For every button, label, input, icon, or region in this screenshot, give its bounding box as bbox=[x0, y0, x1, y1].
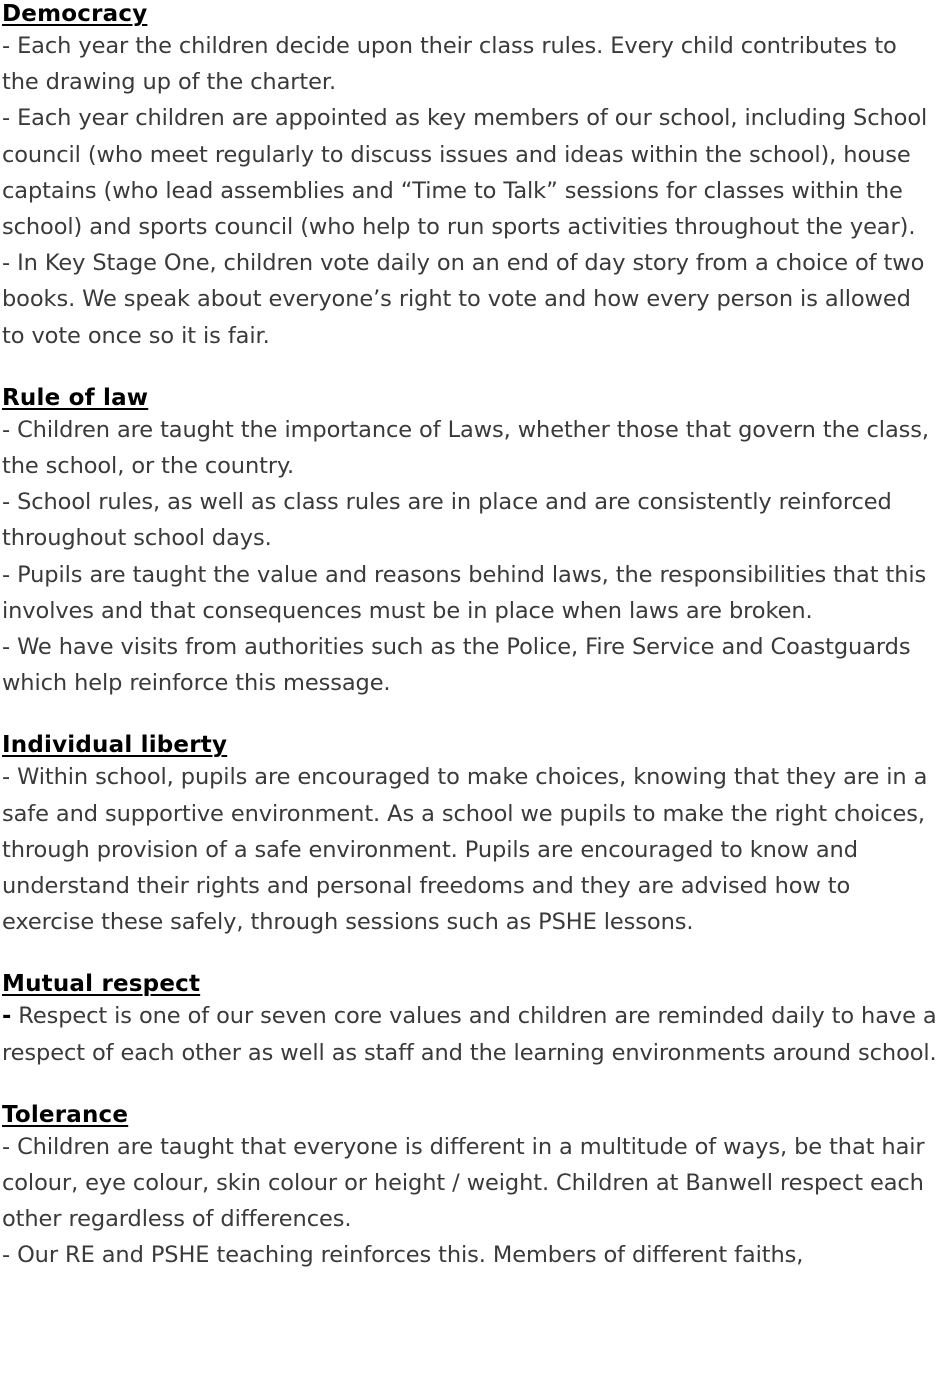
section-heading: Tolerance bbox=[2, 1101, 129, 1128]
bullet-dash: - bbox=[2, 1003, 12, 1030]
paragraph: - In Key Stage One, children vote daily on an end of day story from a choice of two books. We speak about everyone’s right to vote and how every person is allowed to vote once so it is fair. bbox=[2, 250, 925, 349]
document bbox=[2, 0, 937, 1274]
section-gap bbox=[2, 1071, 937, 1101]
paragraph: - Children are taught the importance of Laws, whether those that govern the class, the school, or the country. bbox=[2, 416, 929, 480]
paragraph: - Children are taught that everyone is different in a multitude of ways, be that hair colour, eye colour, skin colour or height / weight. Children at Banwell respect each other regardless of differences. bbox=[2, 1133, 925, 1233]
paragraph: - School rules, as well as class rules are in place and are consistently reinforced throughout school days. bbox=[2, 489, 892, 552]
section-gap bbox=[2, 701, 937, 731]
section-rule-of-law bbox=[2, 384, 937, 702]
section-heading: Rule of law bbox=[2, 384, 149, 411]
paragraph: - Our RE and PSHE teaching reinforces this. Members of different faiths, bbox=[2, 1242, 804, 1269]
paragraph bbox=[2, 998, 937, 1070]
section-heading: Democracy bbox=[2, 1, 148, 27]
paragraph: - Each year children are appointed as key members of our school, including School council (who meet regularly to discuss issues and ideas within the school), house captains (who lead assemblies and “Time to Talk” sessions for classes within the school) and sports council (who help to run sports activities throughout the year). bbox=[2, 105, 928, 241]
section-individual-liberty bbox=[2, 731, 937, 940]
section-gap bbox=[2, 354, 937, 384]
section-heading: Individual liberty bbox=[2, 732, 228, 759]
section-gap bbox=[2, 940, 937, 970]
section-democracy bbox=[2, 0, 937, 354]
section-tolerance bbox=[2, 1101, 937, 1274]
paragraph: - We have visits from authorities such as the Police, Fire Service and Coastguards which help reinforce this message. bbox=[2, 634, 911, 697]
paragraph: - Each year the children decide upon their class rules. Every child contributes to the drawing up of the charter. bbox=[2, 33, 897, 96]
section-mutual-respect bbox=[2, 970, 937, 1070]
paragraph-text: Respect is one of our seven core values and children are reminded daily to have a respect of each other as well as staff and the learning environments around school. bbox=[2, 1003, 937, 1066]
paragraph: - Within school, pupils are encouraged to make choices, knowing that they are in a safe and supportive environment. As a school we pupils to make the right choices, through provision of a safe environment. Pupils are encouraged to know and understand their rights and personal freedoms and they are advised how to exercise these safely, through sessions such as PSHE lessons. bbox=[2, 764, 928, 936]
section-heading: Mutual respect bbox=[2, 971, 201, 998]
paragraph: - Pupils are taught the value and reasons behind laws, the responsibilities that this involves and that consequences must be in place when laws are broken. bbox=[2, 561, 927, 624]
